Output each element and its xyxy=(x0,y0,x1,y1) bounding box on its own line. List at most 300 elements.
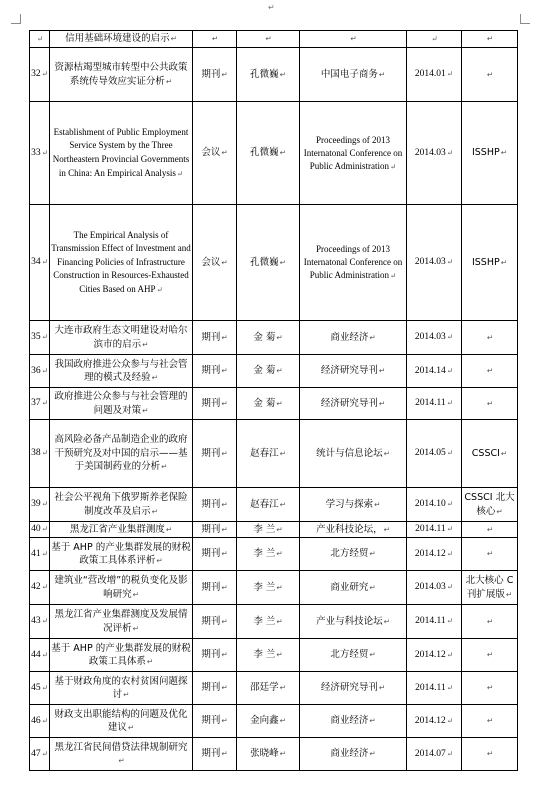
author-text: 李 兰 xyxy=(253,548,276,560)
cell-mark: ↵ xyxy=(389,271,397,280)
cell-mark: ↵ xyxy=(132,623,139,633)
cell-mark: ↵ xyxy=(446,332,454,342)
level-cell xyxy=(462,388,518,420)
author-cell xyxy=(237,488,300,522)
title-text: 大连市政府生态文明建设对哈尔滨市的启示 xyxy=(54,325,188,350)
row-number-text: 44 xyxy=(31,649,41,660)
title-cell xyxy=(50,571,193,605)
date-text: 2014.03 xyxy=(414,257,446,268)
cell-mark: ↵ xyxy=(36,33,44,43)
row-number-cell xyxy=(30,672,50,705)
cell-mark: ↵ xyxy=(221,549,228,559)
cell-mark: ↵ xyxy=(41,365,48,375)
cell-mark: ↵ xyxy=(221,582,228,592)
cell-mark: ↵ xyxy=(378,69,386,79)
row-number-cell xyxy=(30,420,50,488)
cell-mark: ↵ xyxy=(221,366,228,376)
level-cell xyxy=(462,31,518,48)
cell-mark: ↵ xyxy=(446,682,453,692)
cell-mark: ↵ xyxy=(383,448,390,458)
cell-mark: ↵ xyxy=(221,69,228,79)
table-row xyxy=(30,388,518,420)
source-text: Proceedings of 2013 Internatonal Conference on Public Administration xyxy=(303,134,403,171)
date-cell xyxy=(407,31,462,48)
source-cell xyxy=(300,705,407,738)
cell-mark: ↵ xyxy=(279,683,286,693)
cell-mark: ↵ xyxy=(486,398,494,408)
level-cell xyxy=(462,522,518,538)
cell-mark: ↵ xyxy=(431,33,438,43)
type-cell xyxy=(193,571,237,605)
date-text: 2014.03 xyxy=(414,147,446,158)
date-text: 2014.12 xyxy=(414,715,446,726)
row-number-cell xyxy=(30,48,50,102)
date-cell xyxy=(407,420,462,488)
source-text: 经济研究导刊 xyxy=(320,365,378,377)
cell-mark: ↵ xyxy=(389,161,397,171)
cell-mark: ↵ xyxy=(446,365,454,375)
type-cell xyxy=(193,538,237,571)
title-cell xyxy=(50,522,193,538)
row-number-text: 43 xyxy=(31,616,41,627)
cell-mark: ↵ xyxy=(446,616,453,626)
source-text: 商业经济 xyxy=(330,331,369,343)
date-cell xyxy=(407,48,462,102)
cell-mark: ↵ xyxy=(127,723,135,732)
cell-mark: ↵ xyxy=(41,748,48,758)
level-cell xyxy=(462,102,518,205)
title-cell xyxy=(50,31,193,48)
date-text: 2014.11 xyxy=(415,398,446,409)
row-number-text: 37 xyxy=(31,398,41,409)
date-text: 2014.11 xyxy=(415,616,446,627)
author-cell xyxy=(237,48,300,102)
source-cell xyxy=(300,48,407,102)
row-number-cell xyxy=(30,705,50,738)
cell-mark: ↵ xyxy=(500,257,508,267)
title-text: Establishment of Public Employment Service System by the Three Northeastern Provincial Governments in China: An Empirical Analysis xyxy=(52,126,190,178)
cell-mark: ↵ xyxy=(378,366,386,376)
title-cell xyxy=(50,205,193,321)
cell-mark: ↵ xyxy=(446,398,453,408)
author-text: 张晓峰 xyxy=(250,748,279,760)
source-cell xyxy=(300,388,407,420)
source-text: 北方经贸 xyxy=(330,548,369,560)
date-text: 2014.05 xyxy=(414,448,446,459)
row-number-text: 34 xyxy=(31,257,41,268)
author-text: 孔微巍 xyxy=(250,147,279,159)
title-text: 资源枯竭型城市转型中公共政策系统传导效应实证分析 xyxy=(54,62,188,87)
row-number-text: 42 xyxy=(31,582,41,593)
source-text: 北方经贸 xyxy=(330,649,369,661)
type-cell xyxy=(193,705,237,738)
level-cell xyxy=(462,639,518,672)
author-text: 李 兰 xyxy=(253,581,276,593)
row-number-cell xyxy=(30,388,50,420)
type-text: 期刊 xyxy=(201,581,221,593)
type-text: 期刊 xyxy=(201,68,221,80)
title-text: 政府推进公众参与与社会管理的问题及对策 xyxy=(54,391,188,416)
cell-mark: ↵ xyxy=(41,257,48,267)
title-cell xyxy=(50,48,193,102)
cell-mark: ↵ xyxy=(221,716,228,726)
type-text: 期刊 xyxy=(201,447,221,459)
row-number-cell xyxy=(30,538,50,571)
cell-mark: ↵ xyxy=(369,650,376,660)
cell-mark: ↵ xyxy=(41,69,48,79)
cell-mark: ↵ xyxy=(383,616,390,626)
level-cell xyxy=(462,538,518,571)
cell-mark: ↵ xyxy=(41,548,48,558)
cell-mark: ↵ xyxy=(505,589,513,599)
title-text: 我国政府推进公众参与与社会管理的模式及经验 xyxy=(54,358,188,383)
author-text: 赵春江 xyxy=(250,447,279,459)
author-text: 赵春江 xyxy=(250,498,279,510)
author-text: 孔微巍 xyxy=(250,68,279,80)
title-cell xyxy=(50,538,193,571)
author-text: 金 菊 xyxy=(253,365,276,377)
cell-mark: ↵ xyxy=(369,716,376,726)
type-cell xyxy=(193,420,237,488)
source-cell xyxy=(300,738,407,771)
cell-mark: ↵ xyxy=(221,650,228,660)
cell-mark: ↵ xyxy=(276,616,283,626)
cell-mark: ↵ xyxy=(221,683,228,693)
cell-mark: ↵ xyxy=(378,683,386,693)
cell-mark: ↵ xyxy=(279,716,286,726)
cell-mark: ↵ xyxy=(496,506,503,516)
date-text: 2014.11 xyxy=(415,682,446,693)
cell-mark: ↵ xyxy=(446,715,454,725)
row-number-cell xyxy=(30,738,50,771)
source-cell xyxy=(300,31,407,48)
type-cell xyxy=(193,31,237,48)
title-text: 黑龙江省民间借贷法律规制研究 xyxy=(54,741,188,753)
cell-mark: ↵ xyxy=(41,398,48,408)
author-cell xyxy=(237,355,300,388)
row-number-cell xyxy=(30,605,50,639)
cell-mark: ↵ xyxy=(142,405,149,415)
cell-mark: ↵ xyxy=(446,582,454,592)
date-cell xyxy=(407,672,462,705)
cell-mark: ↵ xyxy=(165,76,173,86)
cell-mark: ↵ xyxy=(279,749,286,759)
date-cell xyxy=(407,705,462,738)
title-cell xyxy=(50,388,193,420)
cell-mark: ↵ xyxy=(221,148,228,158)
cell-mark: ↵ xyxy=(276,332,283,342)
table-row xyxy=(30,705,518,738)
author-cell xyxy=(237,605,300,639)
type-cell xyxy=(193,488,237,522)
type-cell xyxy=(193,205,237,321)
row-number-text: 36 xyxy=(31,365,41,376)
cell-mark: ↵ xyxy=(276,650,283,660)
cell-mark: ↵ xyxy=(383,524,390,534)
level-cell xyxy=(462,571,518,605)
row-number-text: 47 xyxy=(31,748,41,759)
cell-mark: ↵ xyxy=(486,683,494,693)
row-number-text: 33 xyxy=(31,147,41,158)
cell-mark: ↵ xyxy=(41,582,48,592)
cell-mark: ↵ xyxy=(161,462,168,472)
title-cell xyxy=(50,705,193,738)
title-cell xyxy=(50,738,193,771)
cell-mark: ↵ xyxy=(176,168,184,178)
source-text: 学习与探索 xyxy=(325,498,374,510)
cell-mark: ↵ xyxy=(151,373,158,382)
author-cell xyxy=(237,705,300,738)
date-cell xyxy=(407,738,462,771)
cell-mark: ↵ xyxy=(41,448,48,458)
cell-mark: ↵ xyxy=(118,756,125,765)
cell-mark: ↵ xyxy=(41,147,48,157)
cell-mark: ↵ xyxy=(276,398,283,408)
table-row xyxy=(30,538,518,571)
table-row xyxy=(30,205,518,321)
cell-mark: ↵ xyxy=(221,398,228,408)
author-cell xyxy=(237,522,300,538)
title-text: 信用基础环境建设的启示 xyxy=(65,33,170,45)
source-cell xyxy=(300,102,407,205)
row-number-text: 39 xyxy=(31,499,41,510)
table-row xyxy=(30,48,518,102)
title-text: 黑龙江省产业集群测度及发展情况评析 xyxy=(54,609,188,634)
cell-mark: ↵ xyxy=(446,748,454,758)
level-cell xyxy=(462,205,518,321)
cell-mark: ↵ xyxy=(369,582,376,592)
author-cell xyxy=(237,571,300,605)
level-cell xyxy=(462,48,518,102)
cell-mark: ↵ xyxy=(279,148,286,158)
title-text: The Empirical Analysis of Transmission Effect of Investment and Financing Policies of Infrastructure Construction in Resources-Exhausted Cities Based on AHP xyxy=(51,229,191,294)
author-text: 李 兰 xyxy=(253,523,276,535)
type-cell xyxy=(193,102,237,205)
date-cell xyxy=(407,388,462,420)
paragraph-mark: ↵ xyxy=(268,3,275,12)
row-number-text: 32 xyxy=(31,69,41,80)
cell-mark: ↵ xyxy=(500,448,508,458)
title-cell xyxy=(50,321,193,355)
source-text: 中国电子商务 xyxy=(320,68,378,80)
cell-mark: ↵ xyxy=(279,69,286,79)
cell-mark: ↵ xyxy=(221,332,228,342)
row-number-cell xyxy=(30,102,50,205)
type-cell xyxy=(193,522,237,538)
type-cell xyxy=(193,48,237,102)
type-text: 期刊 xyxy=(201,498,221,510)
cell-mark: ↵ xyxy=(369,332,376,342)
date-text: 2014.12 xyxy=(414,649,446,660)
cell-mark: ↵ xyxy=(446,448,454,458)
level-text: 北大核心 C刊扩展版 xyxy=(465,575,514,600)
cell-mark: ↵ xyxy=(156,284,163,294)
level-cell xyxy=(462,605,518,639)
table-row xyxy=(30,355,518,388)
type-text: 期刊 xyxy=(201,682,221,694)
cell-mark: ↵ xyxy=(221,448,228,458)
level-cell xyxy=(462,420,518,488)
author-text: 邵廷学 xyxy=(250,682,279,694)
cell-mark: ↵ xyxy=(276,366,283,376)
row-number-text: 35 xyxy=(31,332,41,343)
cell-mark: ↵ xyxy=(276,549,283,559)
date-cell xyxy=(407,522,462,538)
source-text: 统计与信息论坛 xyxy=(316,447,383,459)
title-text: 基于 AHP 的产业集群发展的财税政策工具体系 xyxy=(51,642,191,667)
source-text: 产业科技论坛， xyxy=(316,523,383,535)
level-cell xyxy=(462,738,518,771)
row-number-cell xyxy=(30,355,50,388)
date-cell xyxy=(407,538,462,571)
type-text: 期刊 xyxy=(201,715,221,727)
date-cell xyxy=(407,639,462,672)
date-text: 2014.12 xyxy=(414,548,446,559)
title-cell xyxy=(50,639,193,672)
cell-mark: ↵ xyxy=(446,257,454,267)
row-number-cell xyxy=(30,639,50,672)
type-text: 会议 xyxy=(201,256,221,268)
type-cell xyxy=(193,321,237,355)
cell-mark: ↵ xyxy=(265,34,272,44)
author-cell xyxy=(237,388,300,420)
date-cell xyxy=(407,571,462,605)
table-row xyxy=(30,321,518,355)
source-cell xyxy=(300,205,407,321)
publication-table xyxy=(29,30,518,771)
table-row xyxy=(30,639,518,672)
type-text: 期刊 xyxy=(201,365,221,377)
date-cell xyxy=(407,355,462,388)
author-text: 金 菊 xyxy=(253,397,276,409)
cell-mark: ↵ xyxy=(369,549,376,559)
date-text: 2014.10 xyxy=(414,499,446,510)
cell-mark: ↵ xyxy=(221,499,228,509)
cell-mark: ↵ xyxy=(41,715,48,725)
cell-mark: ↵ xyxy=(486,749,494,759)
level-cell xyxy=(462,672,518,705)
row-number-cell xyxy=(30,321,50,355)
date-text: 2014.01 xyxy=(414,69,446,80)
source-text: 商业经济 xyxy=(330,748,369,760)
title-text: 基于 AHP 的产业集群发展的财税政策工具体系评析 xyxy=(51,541,191,566)
table-row xyxy=(30,31,518,48)
corner-mark-top-left-h xyxy=(11,23,21,24)
author-text: 孔微巍 xyxy=(250,256,279,268)
level-cell xyxy=(462,488,518,522)
author-cell xyxy=(237,672,300,705)
cell-mark: ↵ xyxy=(374,499,381,509)
cell-mark: ↵ xyxy=(211,34,219,44)
table-row xyxy=(30,522,518,538)
cell-mark: ↵ xyxy=(41,616,48,626)
source-text: 经济研究导刊 xyxy=(320,397,378,409)
cell-mark: ↵ xyxy=(486,716,494,726)
cell-mark: ↵ xyxy=(446,524,453,534)
cell-mark: ↵ xyxy=(146,657,154,666)
type-cell xyxy=(193,388,237,420)
cell-mark: ↵ xyxy=(123,690,130,699)
date-text: 2014.03 xyxy=(414,582,446,593)
level-text: CSSCI xyxy=(471,447,500,459)
date-cell xyxy=(407,321,462,355)
title-text: 基于财政角度的农村贫困问题探讨 xyxy=(54,675,188,700)
type-text: 期刊 xyxy=(201,523,221,535)
title-cell xyxy=(50,605,193,639)
cell-mark: ↵ xyxy=(41,499,48,509)
author-cell xyxy=(237,205,300,321)
level-text: ISSHP xyxy=(471,256,500,268)
level-text: CSSCI 北大核心 xyxy=(464,492,515,517)
table-row xyxy=(30,488,518,522)
cell-mark: ↵ xyxy=(221,524,228,534)
row-number-cell xyxy=(30,205,50,321)
author-cell xyxy=(237,420,300,488)
table-row xyxy=(30,571,518,605)
title-text: 财政支出职能结构的问题及优化建议 xyxy=(54,708,188,733)
level-cell xyxy=(462,321,518,355)
type-text: 会议 xyxy=(201,147,221,159)
row-number-text: 46 xyxy=(31,715,41,726)
level-cell xyxy=(462,705,518,738)
author-cell xyxy=(237,639,300,672)
type-cell xyxy=(193,355,237,388)
cell-mark: ↵ xyxy=(276,582,283,592)
author-text: 金向鑫 xyxy=(250,715,279,727)
title-text: 高风险必备产品制造企业的政府干预研究及对中国的启示——基于美国制药业的分析 xyxy=(54,434,188,473)
cell-mark: ↵ xyxy=(41,524,48,534)
row-number-text: 45 xyxy=(31,682,41,693)
row-number-cell xyxy=(30,31,50,48)
author-text: 金 菊 xyxy=(253,331,276,343)
title-cell xyxy=(50,420,193,488)
title-cell xyxy=(50,488,193,522)
cell-mark: ↵ xyxy=(156,556,163,565)
author-cell xyxy=(237,31,300,48)
cell-mark: ↵ xyxy=(142,339,149,349)
type-text: 期刊 xyxy=(201,331,221,343)
date-cell xyxy=(407,488,462,522)
cell-mark: ↵ xyxy=(446,147,454,157)
cell-mark: ↵ xyxy=(221,749,228,759)
source-cell xyxy=(300,420,407,488)
source-cell xyxy=(300,522,407,538)
cell-mark: ↵ xyxy=(279,257,286,267)
type-cell xyxy=(193,605,237,639)
date-text: 2014.07 xyxy=(414,748,446,759)
cell-mark: ↵ xyxy=(486,366,494,376)
cell-mark: ↵ xyxy=(486,650,494,660)
row-number-cell xyxy=(30,522,50,538)
type-text: 期刊 xyxy=(201,649,221,661)
cell-mark: ↵ xyxy=(378,398,386,408)
cell-mark: ↵ xyxy=(486,616,494,626)
row-number-text: 38 xyxy=(31,448,41,459)
date-text: 2014.11 xyxy=(415,524,446,535)
type-cell xyxy=(193,738,237,771)
row-number-text: 41 xyxy=(31,548,41,559)
cell-mark: ↵ xyxy=(446,69,454,79)
date-cell xyxy=(407,205,462,321)
source-cell xyxy=(300,639,407,672)
author-cell xyxy=(237,102,300,205)
cell-mark: ↵ xyxy=(369,749,376,759)
type-text: 期刊 xyxy=(201,397,221,409)
cell-mark: ↵ xyxy=(41,649,48,659)
level-cell xyxy=(462,355,518,388)
cell-mark: ↵ xyxy=(486,69,494,79)
author-cell xyxy=(237,321,300,355)
